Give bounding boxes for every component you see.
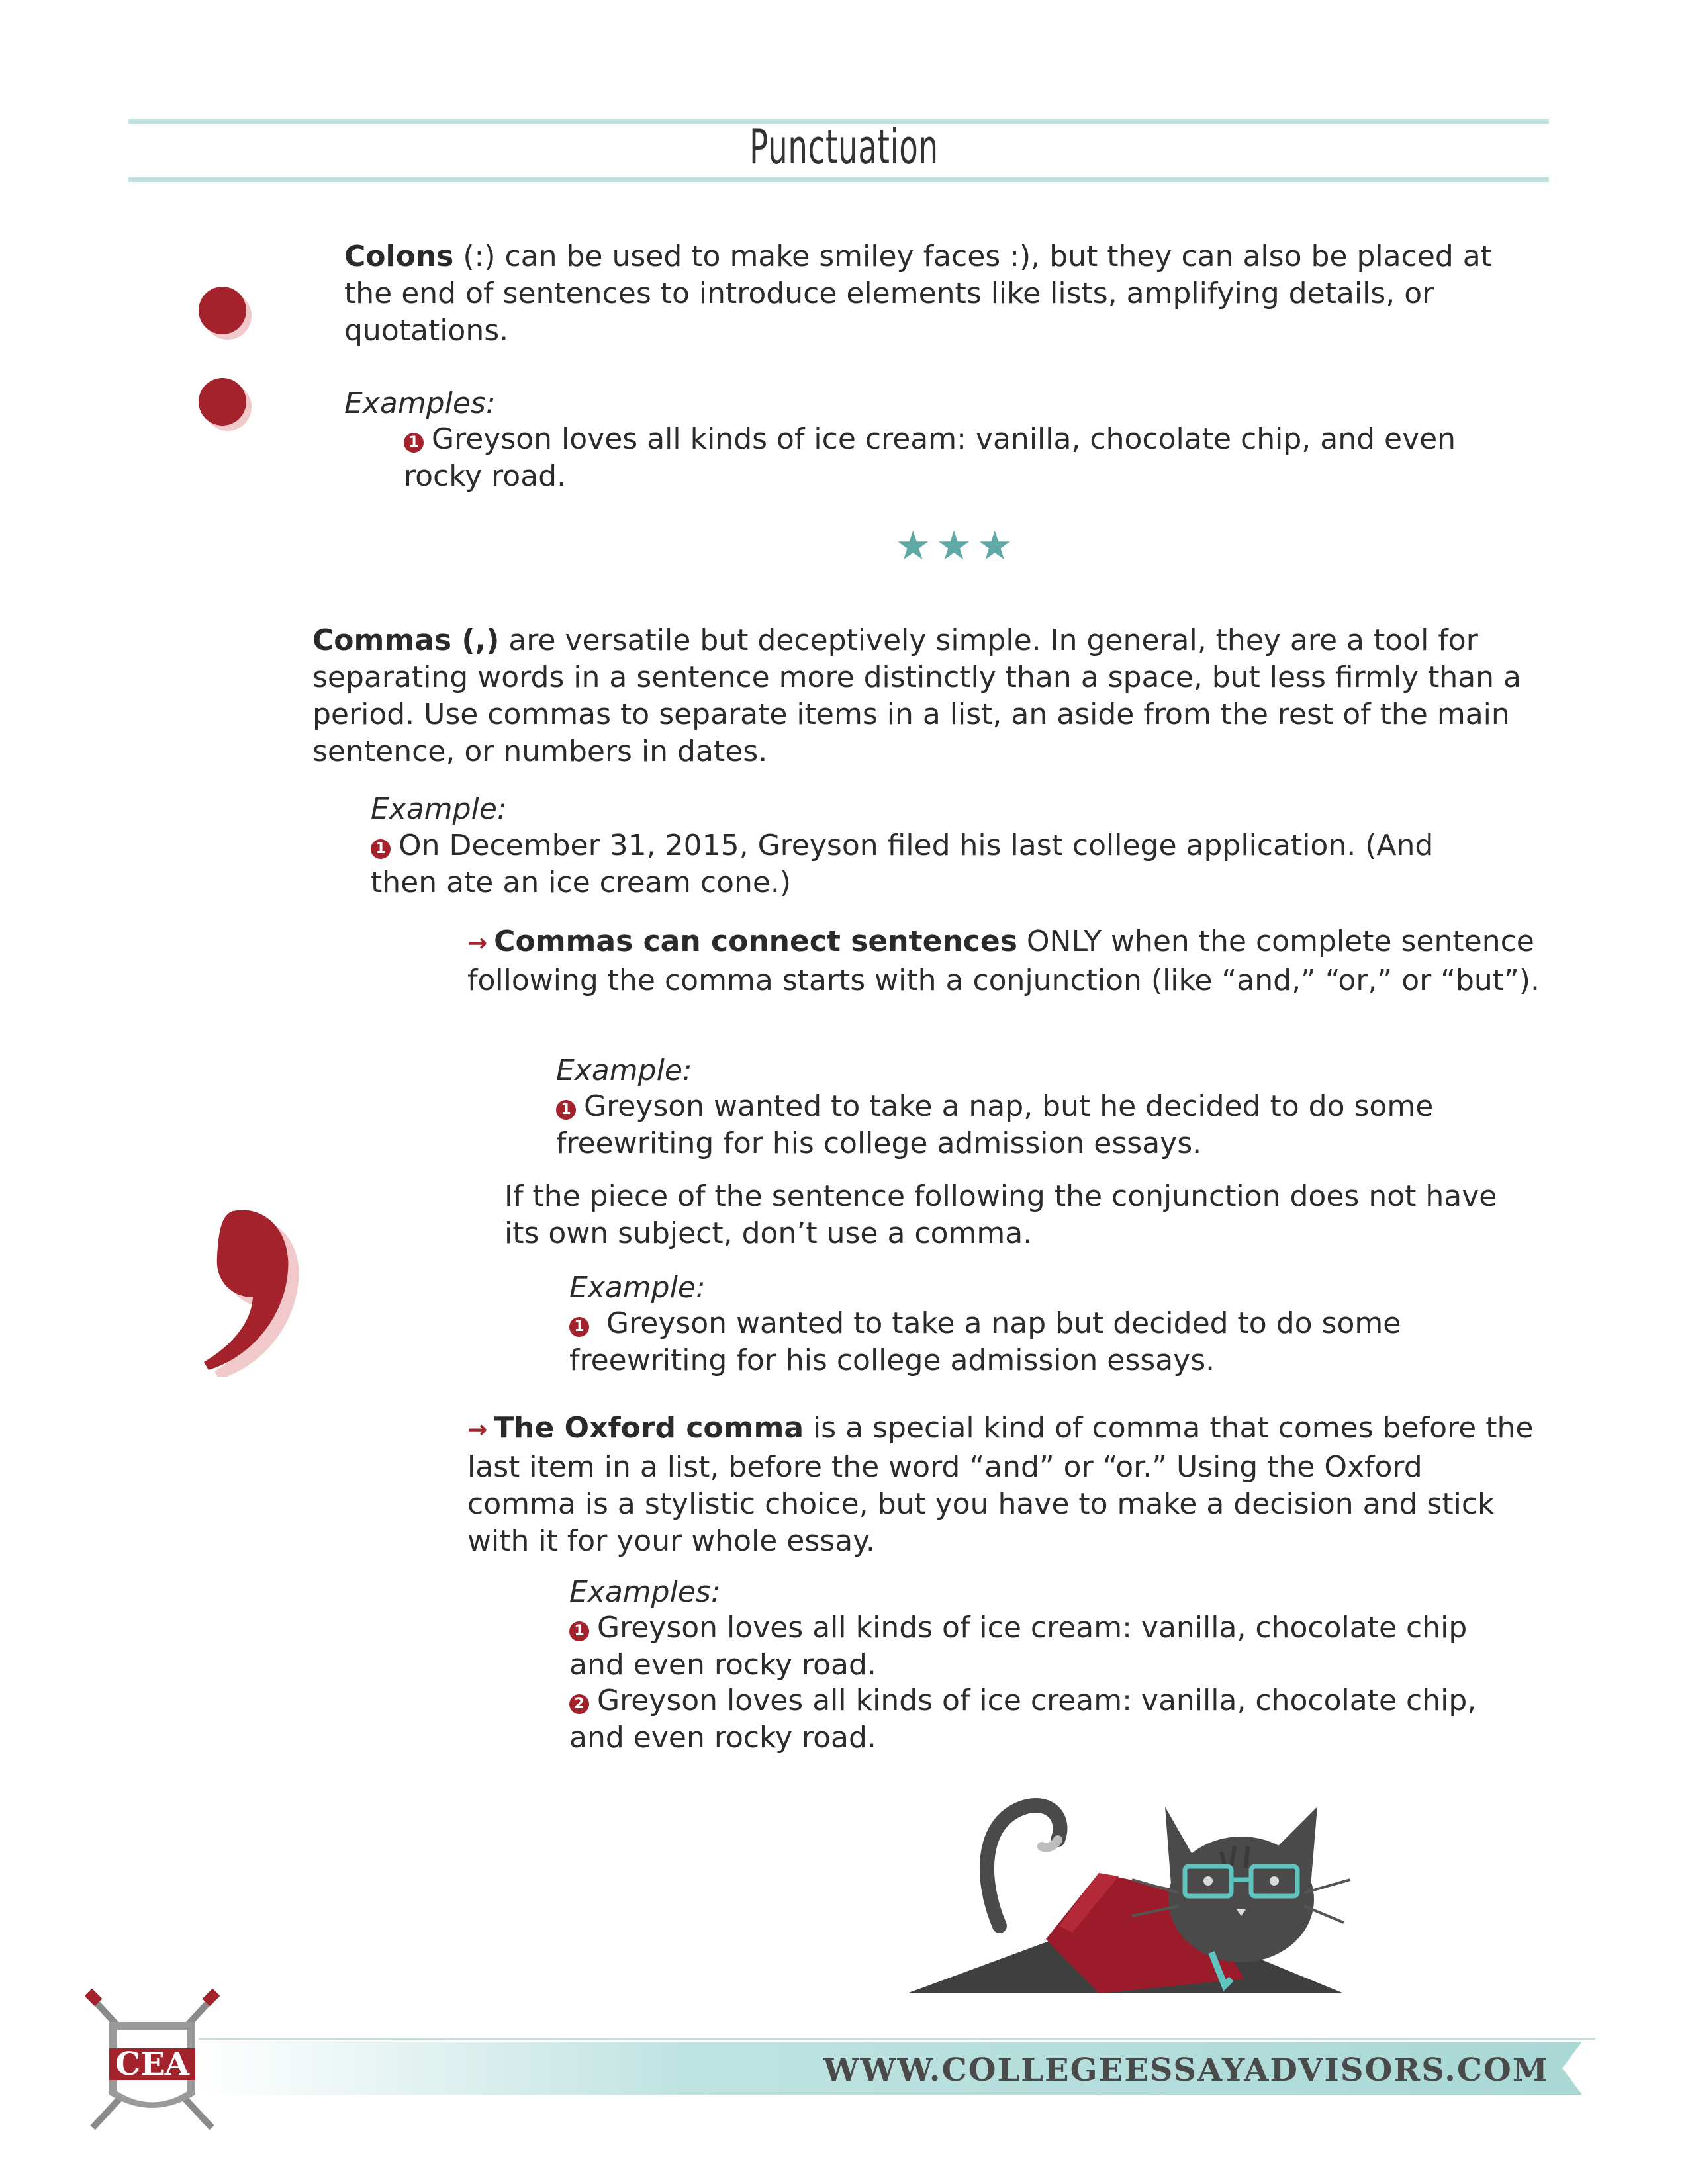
- cea-logo: [83, 1989, 228, 2141]
- oxford-text: is a special kind of comma that comes before the last item in a list, before the word “and” or “or.” Using the Oxford comma is a stylistic choice, but you have to make a decision and stick with it for your whole essay.: [467, 1411, 1534, 1558]
- connect-example2-label: Example:: [569, 1271, 706, 1304]
- example-text: Greyson wanted to take a nap, but he decided to do some freewriting for his college admission essays.: [556, 1089, 1434, 1160]
- colons-examples-label: Examples:: [344, 387, 496, 420]
- oxford-term: The Oxford comma: [494, 1411, 804, 1445]
- commas-paragraph: [312, 622, 1524, 770]
- connect-text: ONLY when the complete sentence following the comma starts with a conjunction (like “and,” “or,” or “but”).: [467, 925, 1540, 997]
- connect-example-1: [556, 1088, 1529, 1162]
- oxford-example-1: [569, 1610, 1523, 1684]
- number-badge: 1: [569, 1317, 589, 1337]
- colon-icon: [196, 285, 262, 437]
- commas-term: Commas (,): [312, 623, 500, 657]
- connect-example-label: Example:: [556, 1054, 692, 1087]
- number-badge: 1: [371, 839, 391, 859]
- colons-example-1: [404, 421, 1496, 495]
- oxford-paragraph: [467, 1410, 1540, 1560]
- star-divider: ★★★: [895, 523, 1018, 569]
- comma-icon: [192, 1198, 305, 1377]
- number-badge: 1: [556, 1100, 576, 1120]
- connect-paragraph: [467, 923, 1540, 999]
- connect-example-2: [569, 1305, 1523, 1379]
- arrow-icon: →: [467, 930, 488, 957]
- page-title: Punctuation: [749, 119, 939, 175]
- colons-term: Colons: [344, 240, 454, 273]
- number-badge: 1: [404, 433, 424, 453]
- colons-paragraph: [344, 238, 1536, 349]
- arrow-icon: →: [467, 1416, 488, 1443]
- example-text: Greyson loves all kinds of ice cream: vanilla, chocolate chip, and even rocky road.: [404, 422, 1456, 493]
- example-text: Greyson wanted to take a nap but decided to do some freewriting for his college admission essays.: [569, 1306, 1401, 1377]
- number-badge: 2: [569, 1694, 589, 1714]
- commas-text: are versatile but deceptively simple. In general, they are a tool for separating words in a sentence more distinctly than a space, but less firmly than a period. Use commas to separate items in a list, an aside from the rest of the main sentence, or numbers in dates.: [312, 623, 1521, 768]
- number-badge: 1: [569, 1621, 589, 1641]
- cat-illustration: [900, 1780, 1364, 2005]
- header-rule-bottom: [128, 177, 1549, 182]
- example-text: Greyson loves all kinds of ice cream: vanilla, chocolate chip and even rocky road.: [569, 1611, 1468, 1682]
- oxford-example-2: [569, 1682, 1523, 1756]
- connect-note: If the piece of the sentence following the conjunction does not have its own subject, don’t use a comma.: [504, 1179, 1497, 1250]
- commas-example-1: [371, 827, 1496, 901]
- colons-text: (:) can be used to make smiley faces :), but they can also be placed at the end of sentences to introduce elements like lists, amplifying details, or quotations.: [344, 240, 1492, 347]
- example-text: On December 31, 2015, Greyson filed his last college application. (And then ate an ice cream cone.): [371, 829, 1434, 899]
- example-text: Greyson loves all kinds of ice cream: vanilla, chocolate chip, and even rocky road.: [569, 1684, 1477, 1754]
- commas-example-label: Example:: [371, 792, 507, 826]
- logo-text: CEA: [115, 2046, 190, 2083]
- oxford-examples-label: Examples:: [569, 1575, 721, 1609]
- footer-url[interactable]: WWW.COLLEGEESSAYADVISORS.COM: [823, 2052, 1549, 2089]
- connect-term: Commas can connect sentences: [494, 925, 1017, 958]
